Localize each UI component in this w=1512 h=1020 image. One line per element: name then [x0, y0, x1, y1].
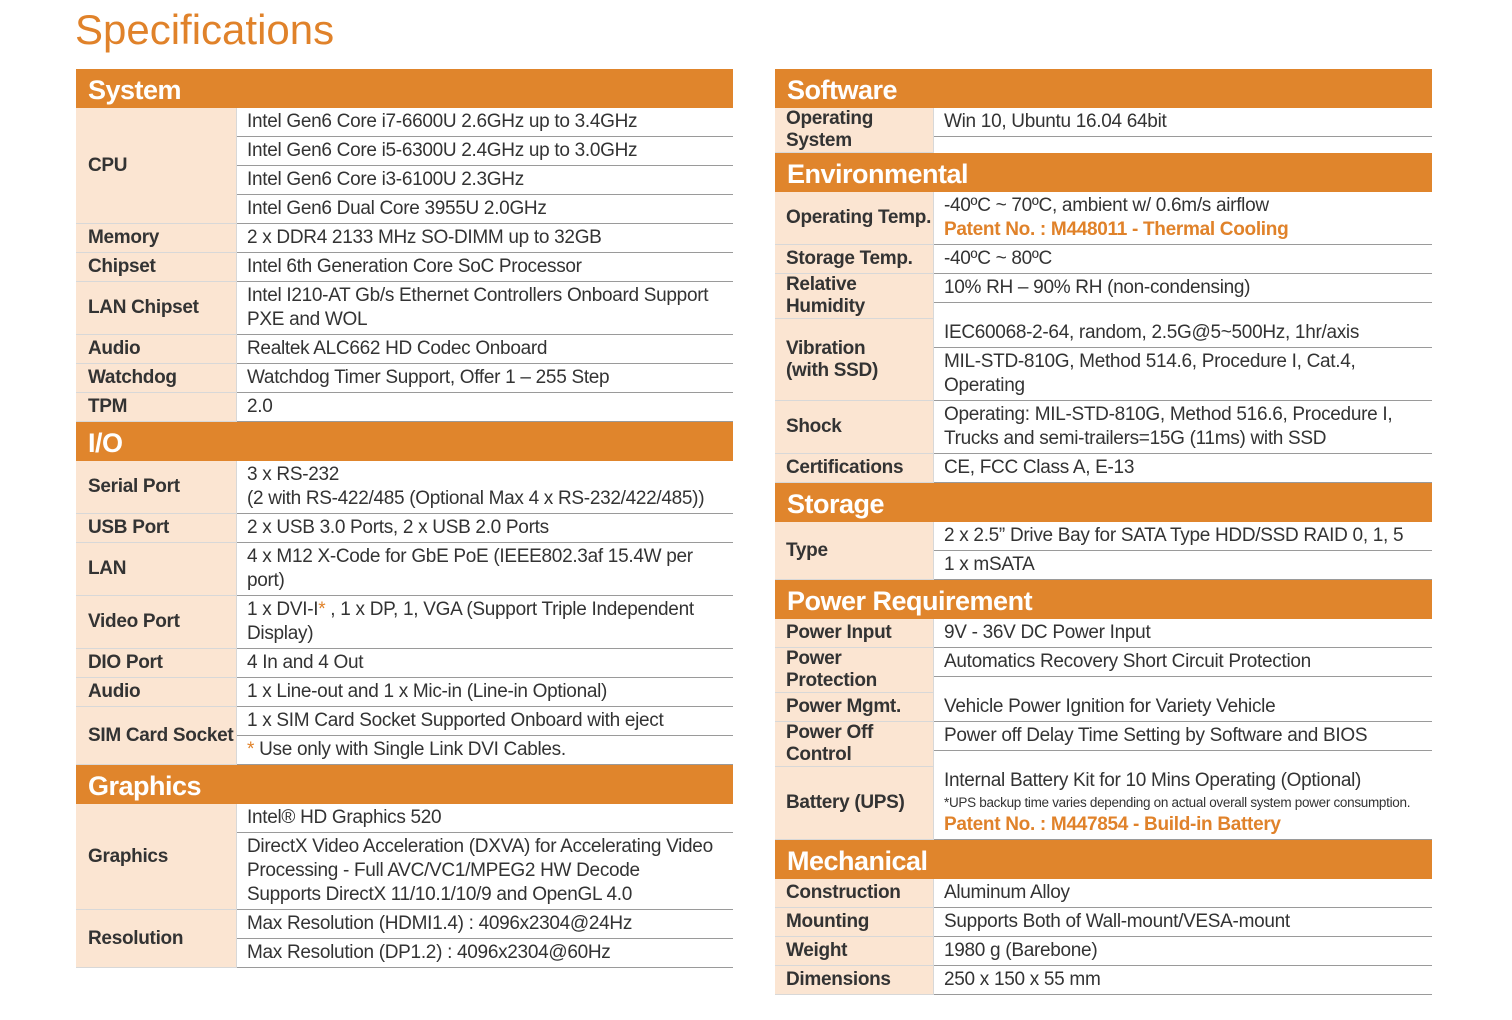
spec-value: 1 x DVI-I* , 1 x DP, 1, VGA (Support Triple Independent Display)	[237, 596, 733, 649]
spec-label	[76, 108, 236, 224]
spec-values	[933, 274, 1432, 319]
spec-label-text: Memory	[88, 227, 160, 248]
spec-label	[76, 707, 236, 765]
spec-row-operating-temp	[775, 192, 1432, 245]
spec-values	[236, 108, 733, 224]
spec-values	[933, 319, 1432, 401]
spec-label-text: Dimensions	[786, 969, 891, 990]
spec-label	[76, 678, 236, 707]
patent-note: Patent No. : M448011 - Thermal Cooling	[944, 219, 1289, 240]
spec-values	[236, 224, 733, 253]
spec-value: Vehicle Power Ignition for Variety Vehicle	[934, 693, 1432, 722]
spec-label-text: SIM Card Socket	[88, 724, 234, 746]
spec-label-text: Relative Humidity	[786, 274, 865, 317]
asterisk-mark: *	[247, 739, 255, 760]
spec-row-serial-port	[76, 461, 733, 514]
spec-label	[76, 804, 236, 910]
spec-label	[76, 910, 236, 968]
spec-value: 2 x DDR4 2133 MHz SO-DIMM up to 32GB	[237, 224, 733, 253]
spec-row-weight	[775, 937, 1432, 966]
spec-row-tpm	[76, 393, 733, 422]
spec-value: 2 x 2.5” Drive Bay for SATA Type HDD/SSD RAID 0, 1, 5	[934, 522, 1432, 551]
spec-value: 1 x mSATA	[934, 551, 1432, 580]
section-header-storage: Storage	[775, 483, 1432, 522]
spec-values	[236, 282, 733, 335]
spec-label	[775, 319, 933, 401]
spec-value-text: -40ºC ~ 70ºC, ambient w/ 0.6m/s airflow	[944, 195, 1269, 216]
spec-value: Automatics Recovery Short Circuit Protection	[934, 648, 1432, 677]
spec-value: IEC60068-2-64, random, 2.5G@5~500Hz, 1hr/axis	[934, 319, 1432, 348]
spec-value: 1 x Line-out and 1 x Mic-in (Line-in Optional)	[237, 678, 733, 707]
spec-value: DirectX Video Acceleration (DXVA) for Accelerating Video Processing - Full AVC/VC1/MPEG2 HW Decode Supports DirectX 11/10.1/10/9 and OpenGL 4.0	[237, 833, 733, 910]
spec-values	[236, 543, 733, 596]
spec-value: 9V - 36V DC Power Input	[934, 619, 1432, 648]
spec-values	[933, 966, 1432, 995]
spec-values	[933, 693, 1432, 722]
spec-row-power-input	[775, 619, 1432, 648]
spec-row-dimensions	[775, 966, 1432, 995]
spec-row-certifications	[775, 454, 1432, 483]
spec-label-text: Audio	[88, 681, 141, 702]
spec-value: Intel® HD Graphics 520	[237, 804, 733, 833]
spec-row-operating-system	[775, 108, 1432, 153]
spec-value: -40ºC ~ 80ºC	[934, 245, 1432, 274]
spec-row-audio	[76, 335, 733, 364]
spec-value: 2.0	[237, 393, 733, 422]
right-spec-column	[775, 69, 1432, 995]
spec-value	[934, 192, 1432, 245]
spec-value: 1 x SIM Card Socket Supported Onboard with eject	[237, 707, 733, 736]
spec-label	[775, 879, 933, 908]
spec-label-text: CPU	[88, 154, 128, 176]
spec-label-text: Mounting	[786, 911, 870, 932]
spec-values	[933, 522, 1432, 580]
spec-values	[933, 192, 1432, 245]
spec-value: Intel I210-AT Gb/s Ethernet Controllers Onboard Support PXE and WOL	[237, 282, 733, 335]
spec-label-text: Chipset	[88, 256, 156, 277]
spec-label-text: Graphics	[88, 845, 168, 867]
spec-row-power-mgmt	[775, 693, 1432, 722]
section-header-i-o: I/O	[76, 422, 733, 461]
spec-row-relative-humidity	[775, 274, 1432, 319]
spec-values	[236, 364, 733, 393]
patent-note: Patent No. : M447854 - Build-in Battery	[944, 814, 1281, 835]
spec-label	[76, 224, 236, 253]
spec-values	[236, 393, 733, 422]
spec-label	[775, 192, 933, 245]
spec-values	[236, 461, 733, 514]
spec-label	[76, 364, 236, 393]
spec-value: Intel Gen6 Core i5-6300U 2.4GHz up to 3.0GHz	[237, 137, 733, 166]
spec-value-text: Internal Battery Kit for 10 Mins Operating (Optional)	[944, 770, 1362, 791]
spec-value: 2 x USB 3.0 Ports, 2 x USB 2.0 Ports	[237, 514, 733, 543]
spec-label-text: Construction	[786, 882, 901, 903]
spec-value: 4 In and 4 Out	[237, 649, 733, 678]
asterisk-mark: *	[318, 599, 326, 620]
spec-row-shock	[775, 401, 1432, 454]
spec-label-text: Battery (UPS)	[786, 792, 905, 813]
spec-row-lan	[76, 543, 733, 596]
spec-row-chipset	[76, 253, 733, 282]
spec-row-power-protection	[775, 648, 1432, 693]
spec-values	[933, 245, 1432, 274]
spec-values	[933, 401, 1432, 454]
spec-label-text: Operating System	[786, 108, 874, 151]
spec-row-lan-chipset	[76, 282, 733, 335]
spec-label	[775, 908, 933, 937]
spec-label	[76, 253, 236, 282]
spec-value: 10% RH – 90% RH (non-condensing)	[934, 274, 1432, 303]
spec-label-text: TPM	[88, 396, 128, 417]
spec-value: Intel 6th Generation Core SoC Processor	[237, 253, 733, 282]
spec-label	[775, 648, 933, 693]
spec-row-vibration-with-ssd	[775, 319, 1432, 401]
spec-label	[775, 454, 933, 483]
section-header-environmental: Environmental	[775, 153, 1432, 192]
spec-label-text: Storage Temp.	[786, 248, 913, 269]
spec-label	[76, 514, 236, 543]
spec-label-text: Watchdog	[88, 367, 177, 388]
spec-values	[236, 335, 733, 364]
spec-value: Intel Gen6 Core i7-6600U 2.6GHz up to 3.4GHz	[237, 108, 733, 137]
spec-value: 3 x RS-232 (2 with RS-422/485 (Optional Max 4 x RS-232/422/485))	[237, 461, 733, 514]
spec-row-sim-card-socket	[76, 707, 733, 765]
spec-label-text: Vibration (with SSD)	[786, 337, 878, 381]
spec-row-construction	[775, 879, 1432, 908]
spec-label	[76, 282, 236, 335]
spec-row-memory	[76, 224, 733, 253]
spec-value: CE, FCC Class A, E-13	[934, 454, 1432, 483]
spec-values	[933, 908, 1432, 937]
spec-label-text: LAN Chipset	[88, 297, 199, 318]
spec-label	[775, 274, 933, 319]
spec-values	[933, 108, 1432, 153]
left-spec-column	[76, 69, 733, 968]
section-header-power-requirement: Power Requirement	[775, 580, 1432, 619]
spec-values	[236, 804, 733, 910]
spec-values	[236, 678, 733, 707]
spec-values	[933, 937, 1432, 966]
spec-value: Realtek ALC662 HD Codec Onboard	[237, 335, 733, 364]
spec-label	[775, 401, 933, 454]
spec-values	[236, 253, 733, 282]
spec-label	[76, 335, 236, 364]
spec-label-text: Type	[786, 539, 828, 561]
spec-value: Max Resolution (DP1.2) : 4096x2304@60Hz	[237, 939, 733, 968]
spec-label	[775, 108, 933, 153]
spec-values	[236, 707, 733, 765]
spec-values	[933, 879, 1432, 908]
spec-row-storage-temp	[775, 245, 1432, 274]
spec-row-mounting	[775, 908, 1432, 937]
spec-value: Intel Gen6 Dual Core 3955U 2.0GHz	[237, 195, 733, 224]
spec-label	[775, 937, 933, 966]
spec-values	[933, 619, 1432, 648]
spec-values	[236, 596, 733, 649]
spec-label-text: Operating Temp.	[786, 207, 932, 228]
spec-value: Power off Delay Time Setting by Software and BIOS	[934, 722, 1432, 751]
spec-value: 1980 g (Barebone)	[934, 937, 1432, 966]
spec-values	[933, 767, 1432, 840]
spec-value: MIL-STD-810G, Method 514.6, Procedure I, Cat.4, Operating	[934, 348, 1432, 401]
spec-value: Intel Gen6 Core i3-6100U 2.3GHz	[237, 166, 733, 195]
spec-label	[76, 649, 236, 678]
spec-values	[236, 649, 733, 678]
spec-row-usb-port	[76, 514, 733, 543]
spec-label	[775, 245, 933, 274]
spec-value: Win 10, Ubuntu 16.04 64bit	[934, 108, 1432, 137]
spec-values	[933, 454, 1432, 483]
spec-value: Operating: MIL-STD-810G, Method 516.6, Procedure I, Trucks and semi-trailers=15G (11ms) with SSD	[934, 401, 1432, 454]
spec-row-video-port	[76, 596, 733, 649]
section-header-system: System	[76, 69, 733, 108]
spec-label-text: Power Protection	[786, 648, 877, 691]
spec-row-resolution	[76, 910, 733, 968]
spec-label	[775, 522, 933, 580]
section-header-graphics: Graphics	[76, 765, 733, 804]
spec-row-battery-ups	[775, 767, 1432, 840]
spec-values	[236, 910, 733, 968]
spec-value	[934, 767, 1432, 840]
section-header-mechanical: Mechanical	[775, 840, 1432, 879]
spec-label-text: Video Port	[88, 611, 180, 632]
spec-label-text: Weight	[786, 940, 848, 961]
spec-label-text: DIO Port	[88, 652, 163, 673]
spec-label-text: Power Off Control	[786, 722, 874, 765]
spec-row-audio	[76, 678, 733, 707]
spec-label	[775, 693, 933, 722]
spec-row-graphics	[76, 804, 733, 910]
spec-label	[76, 596, 236, 649]
spec-row-power-off-control	[775, 722, 1432, 767]
spec-row-type	[775, 522, 1432, 580]
spec-value: 4 x M12 X-Code for GbE PoE (IEEE802.3af 15.4W per port)	[237, 543, 733, 596]
spec-values	[236, 514, 733, 543]
spec-label-text: USB Port	[88, 517, 169, 538]
spec-values	[933, 722, 1432, 767]
spec-label	[775, 722, 933, 767]
spec-values	[933, 648, 1432, 693]
spec-label-text: LAN	[88, 558, 127, 579]
section-header-software: Software	[775, 69, 1432, 108]
spec-label-text: Power Mgmt.	[786, 696, 901, 717]
page-title: Specifications	[75, 6, 335, 53]
spec-label-text: Audio	[88, 338, 141, 359]
spec-row-dio-port	[76, 649, 733, 678]
footnote-text: *UPS backup time varies depending on actual overall system power consumption.	[944, 795, 1411, 810]
spec-row-cpu	[76, 108, 733, 224]
spec-label-text: Resolution	[88, 927, 184, 949]
spec-label-text: Certifications	[786, 457, 904, 478]
spec-label	[775, 767, 933, 840]
spec-row-watchdog	[76, 364, 733, 393]
spec-value: 250 x 150 x 55 mm	[934, 966, 1432, 995]
spec-label	[76, 393, 236, 422]
spec-value: * Use only with Single Link DVI Cables.	[237, 736, 733, 765]
spec-label-text: Serial Port	[88, 476, 180, 497]
spec-value: Aluminum Alloy	[934, 879, 1432, 908]
spec-label-text: Shock	[786, 416, 842, 437]
spec-label	[775, 619, 933, 648]
spec-value: Max Resolution (HDMI1.4) : 4096x2304@24Hz	[237, 910, 733, 939]
spec-label	[775, 966, 933, 995]
spec-value: Watchdog Timer Support, Offer 1 – 255 Step	[237, 364, 733, 393]
spec-value: Supports Both of Wall-mount/VESA-mount	[934, 908, 1432, 937]
spec-label	[76, 543, 236, 596]
spec-label	[76, 461, 236, 514]
spec-label-text: Power Input	[786, 622, 892, 643]
